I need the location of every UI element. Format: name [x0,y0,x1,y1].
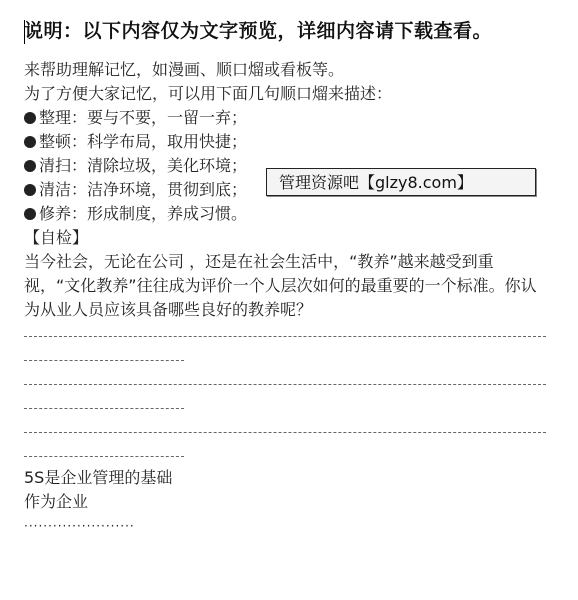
ellipsis: ······················· [24,519,135,533]
answer-line [24,322,554,346]
list-item-text: 修养：形成制度，养成习惯。 [39,204,248,223]
footer-line: 5S是企业管理的基础 [24,468,173,487]
footer-line: 作为企业 [24,492,89,511]
list-item [24,202,554,226]
list-item-text: 整顿：科学布局，取用快捷； [39,132,248,151]
preview-notice: 说明：以下内容仅为文字预览，详细内容请下载查看。 [24,20,493,42]
intro-line: 来帮助理解记忆，如漫画、顺口熘或看板等。 [24,60,345,79]
section-title: 【自检】 [24,228,89,247]
document-body [24,58,554,538]
list-item [24,130,554,154]
bullet-icon [24,184,36,196]
list-item [24,106,554,130]
watermark-banner: 管理资源吧【glzy8.com】 [266,168,536,196]
list-item-text: 整理：要与不要，一留一弃； [39,108,248,127]
answer-line [24,394,554,418]
question-paragraph: 当今社会，无论在公司 ，还是在社会生活中，“教养”越来越受到重视，“文化教养”往往成为评价一个人层次如何的最重要的一个标准。你认为从业人员应该具备哪些良好的教养呢？ [24,252,537,319]
bullet-icon [24,112,36,124]
bullet-icon [24,136,36,148]
answer-line [24,418,554,442]
answer-line [24,442,554,466]
answer-line [24,370,554,394]
bullet-icon [24,208,36,220]
answer-line [24,346,554,370]
bullet-icon [24,160,36,172]
list-item-text: 清扫：清除垃圾，美化环境； [39,156,248,175]
mnemonic-line: 为了方便大家记忆，可以用下面几句顺口熘来描述： [24,84,393,103]
list-item-text: 清洁：洁净环境，贯彻到底； [39,180,248,199]
